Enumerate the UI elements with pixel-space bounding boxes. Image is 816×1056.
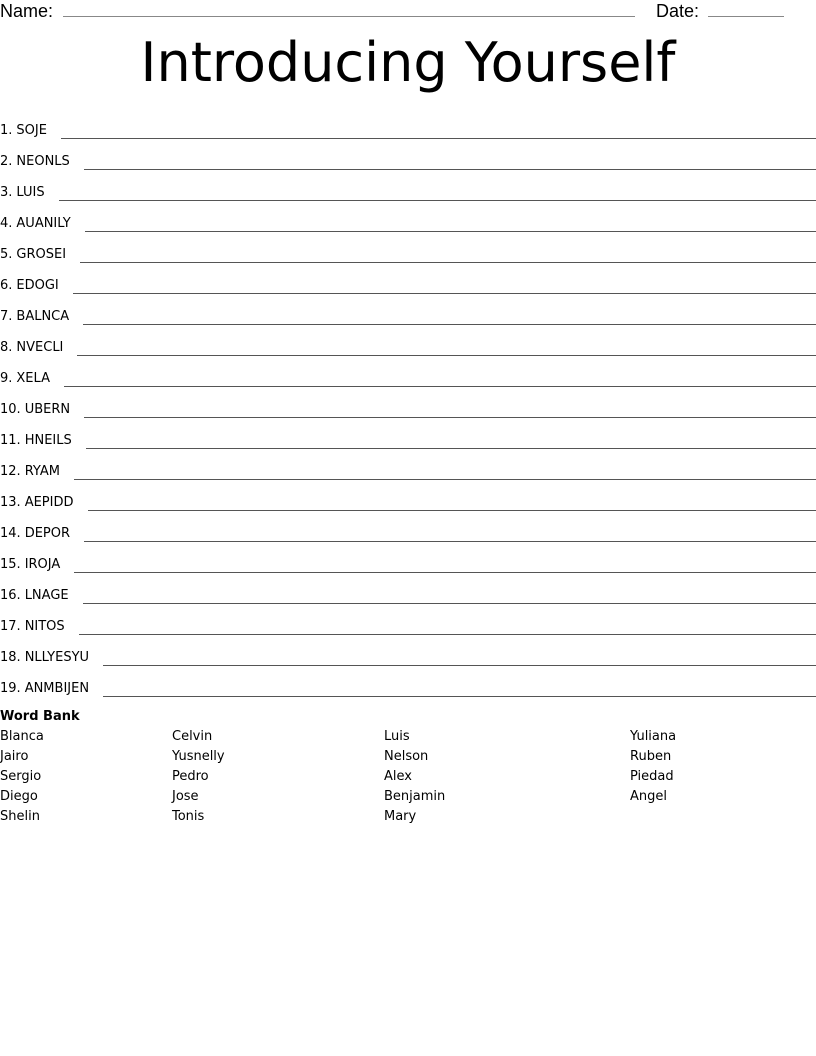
question-label xyxy=(0,117,47,139)
question-row xyxy=(0,325,816,356)
word-bank-heading: Word Bank xyxy=(0,709,80,724)
scrambled-word: AUANILY xyxy=(16,216,71,231)
question-label xyxy=(0,241,66,263)
word-bank xyxy=(0,708,816,824)
scrambled-word: EDOGI xyxy=(16,278,59,293)
question-number: 8. xyxy=(0,340,13,355)
name-field[interactable] xyxy=(63,16,635,17)
answer-line[interactable] xyxy=(84,408,816,418)
header-row xyxy=(0,0,816,22)
word-bank-word: Sergio xyxy=(0,769,42,784)
answer-line[interactable] xyxy=(77,346,816,356)
word-bank-word: Nelson xyxy=(384,749,429,764)
answer-line[interactable] xyxy=(74,470,816,480)
word-bank-word: Jose xyxy=(172,789,199,804)
scrambled-word: NLLYESYU xyxy=(24,650,90,665)
scrambled-word: BALNCA xyxy=(16,309,70,324)
question-label xyxy=(0,303,69,325)
question-number: 7. xyxy=(0,309,13,324)
question-number: 17. xyxy=(0,619,21,634)
question-label xyxy=(0,489,74,511)
question-number: 9. xyxy=(0,371,13,386)
question-row xyxy=(0,480,816,511)
scrambled-word: HNEILS xyxy=(24,433,72,448)
question-row xyxy=(0,418,816,449)
question-row xyxy=(0,201,816,232)
question-row xyxy=(0,387,816,418)
answer-line[interactable] xyxy=(83,594,816,604)
question-label xyxy=(0,520,70,542)
question-row xyxy=(0,108,816,139)
word-bank-word: Benjamin xyxy=(384,789,446,804)
word-bank-word: Angel xyxy=(630,789,667,804)
question-row xyxy=(0,356,816,387)
answer-line[interactable] xyxy=(79,625,816,635)
question-number: 16. xyxy=(0,588,21,603)
answer-line[interactable] xyxy=(73,284,816,294)
question-row xyxy=(0,449,816,480)
scrambled-word: NITOS xyxy=(24,619,65,634)
question-number: 2. xyxy=(0,154,13,169)
date-label: Date: xyxy=(656,1,700,21)
date-field[interactable] xyxy=(708,16,784,17)
question-label xyxy=(0,458,60,480)
word-bank-word: Piedad xyxy=(630,769,674,784)
scrambled-word: LNAGE xyxy=(24,588,69,603)
question-row xyxy=(0,604,816,635)
question-row xyxy=(0,511,816,542)
word-bank-word: Alex xyxy=(384,769,412,784)
scrambled-word: ANMBIJEN xyxy=(24,681,90,696)
question-label xyxy=(0,613,65,635)
answer-line[interactable] xyxy=(88,501,816,511)
scrambled-word: DEPOR xyxy=(24,526,71,541)
question-label xyxy=(0,396,70,418)
scrambled-word: XELA xyxy=(16,371,50,386)
scrambled-word: SOJE xyxy=(16,123,47,138)
word-bank-word: Yusnelly xyxy=(172,749,225,764)
question-number: 13. xyxy=(0,495,21,510)
word-bank-column xyxy=(384,727,445,827)
answer-line[interactable] xyxy=(84,160,816,170)
question-label xyxy=(0,644,89,666)
answer-line[interactable] xyxy=(80,253,816,263)
word-bank-word: Luis xyxy=(384,729,410,744)
question-number: 10. xyxy=(0,402,21,417)
question-label xyxy=(0,365,50,387)
scrambled-word: LUIS xyxy=(16,185,45,200)
answer-line[interactable] xyxy=(103,687,816,697)
question-number: 12. xyxy=(0,464,21,479)
answer-line[interactable] xyxy=(85,222,816,232)
word-bank-word: Yuliana xyxy=(630,729,677,744)
answer-line[interactable] xyxy=(74,563,816,573)
question-label xyxy=(0,675,89,697)
answer-line[interactable] xyxy=(84,532,816,542)
question-row xyxy=(0,573,816,604)
question-number: 3. xyxy=(0,185,13,200)
question-number: 14. xyxy=(0,526,21,541)
word-bank-column xyxy=(630,727,676,807)
question-number: 18. xyxy=(0,650,21,665)
page-title: Introducing Yourself xyxy=(140,31,676,94)
answer-line[interactable] xyxy=(64,377,816,387)
word-bank-word: Tonis xyxy=(172,809,205,824)
question-label xyxy=(0,334,63,356)
scrambled-word: RYAM xyxy=(24,464,60,479)
question-row xyxy=(0,666,816,697)
question-number: 15. xyxy=(0,557,21,572)
question-number: 5. xyxy=(0,247,13,262)
word-bank-column xyxy=(172,727,225,827)
question-row xyxy=(0,139,816,170)
question-number: 1. xyxy=(0,123,13,138)
question-number: 11. xyxy=(0,433,21,448)
question-label xyxy=(0,551,60,573)
word-bank-word: Celvin xyxy=(172,729,213,744)
word-bank-word: Jairo xyxy=(0,749,29,764)
scrambled-word: AEPIDD xyxy=(24,495,74,510)
question-row xyxy=(0,263,816,294)
word-bank-word: Diego xyxy=(0,789,38,804)
answer-line[interactable] xyxy=(61,129,816,139)
name-label: Name: xyxy=(0,1,54,21)
question-row xyxy=(0,294,816,325)
scrambled-word: NVECLI xyxy=(16,340,64,355)
question-list xyxy=(0,108,816,697)
word-bank-word: Mary xyxy=(384,809,417,824)
scrambled-word: UBERN xyxy=(24,402,71,417)
word-bank-word: Ruben xyxy=(630,749,672,764)
scrambled-word: IROJA xyxy=(24,557,61,572)
question-row xyxy=(0,170,816,201)
question-number: 19. xyxy=(0,681,21,696)
question-row xyxy=(0,635,816,666)
question-label xyxy=(0,179,45,201)
question-label xyxy=(0,148,70,170)
word-bank-word: Blanca xyxy=(0,729,44,744)
word-bank-word: Shelin xyxy=(0,809,40,824)
answer-line[interactable] xyxy=(86,439,816,449)
question-number: 4. xyxy=(0,216,13,231)
question-label xyxy=(0,272,59,294)
question-row xyxy=(0,542,816,573)
answer-line[interactable] xyxy=(103,656,816,666)
question-label xyxy=(0,427,72,449)
question-label xyxy=(0,210,71,232)
question-label xyxy=(0,582,69,604)
word-bank-column xyxy=(0,727,44,827)
answer-line[interactable] xyxy=(59,191,816,201)
answer-line[interactable] xyxy=(83,315,816,325)
word-bank-word: Pedro xyxy=(172,769,209,784)
scrambled-word: NEONLS xyxy=(16,154,70,169)
question-row xyxy=(0,232,816,263)
question-number: 6. xyxy=(0,278,13,293)
scrambled-word: GROSEI xyxy=(16,247,67,262)
